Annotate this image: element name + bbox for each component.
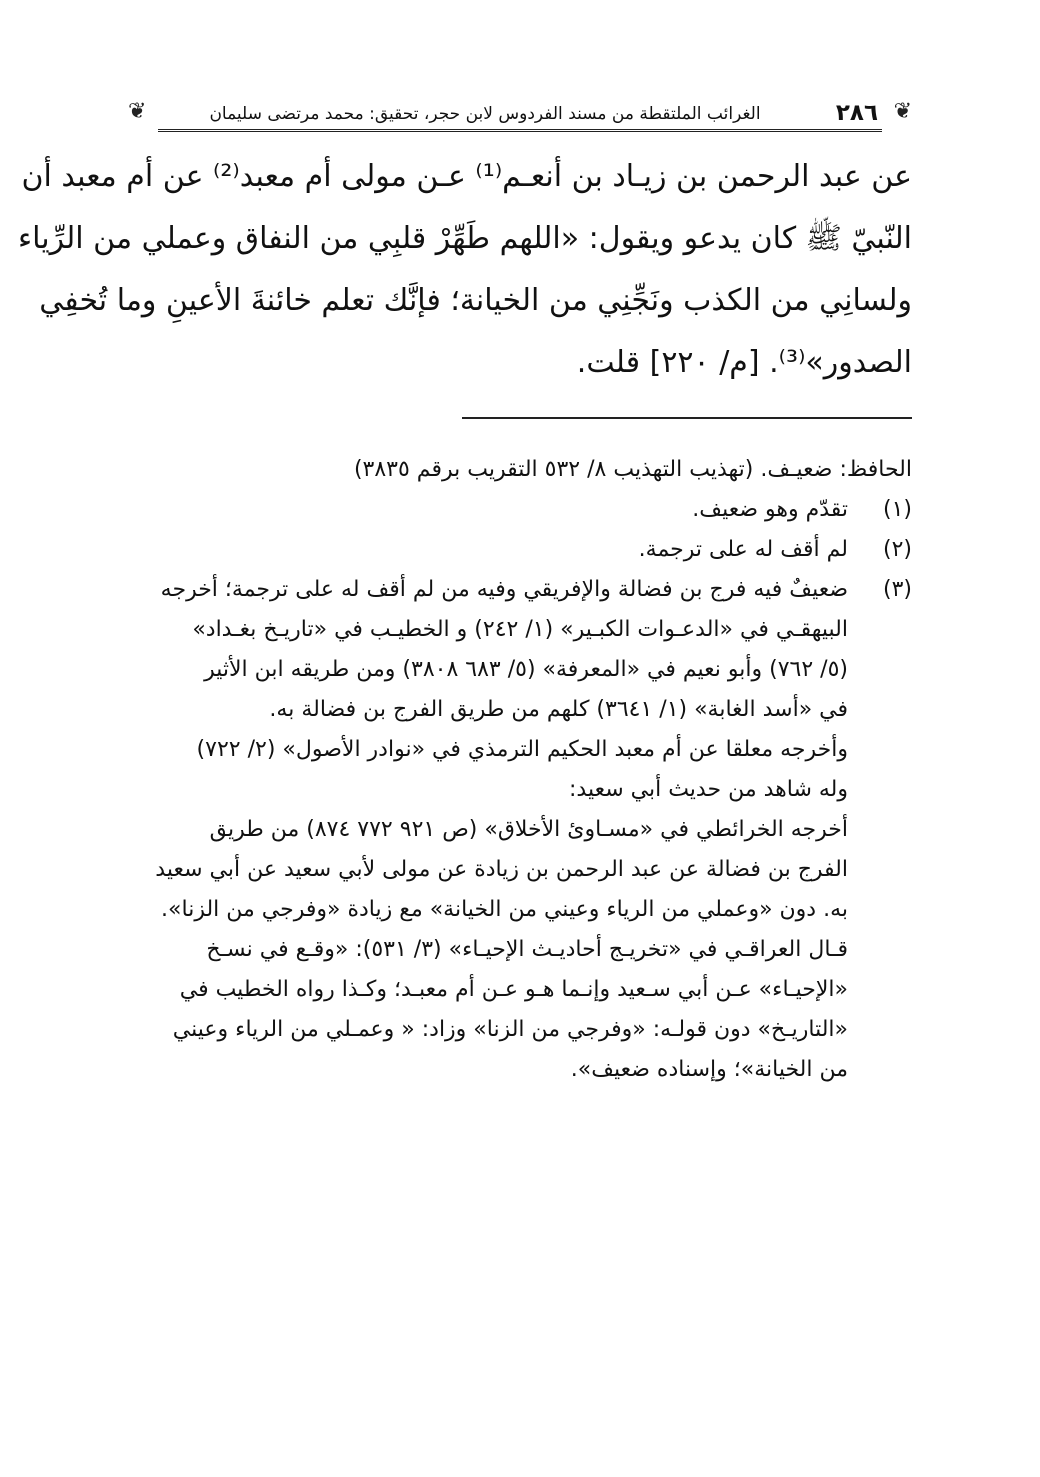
footnote-prefix: الحافظ: ضعيـف. (تهذيب التهذيب ٨/ ٥٣٢ التقريب برقم ٣٨٣٥): [353, 457, 912, 482]
footnote-number: (٣): [882, 577, 912, 602]
footnote-continuation: قـال العراقـي في «تخريـج أحاديـث الإحيـاء» (٣/ ٥٣١): «وقـع في نسـخ: [206, 937, 848, 962]
footnote-continuation: «الإحيـاء» عـن أبي سـعيد وإنـما هـو عـن أم معبـد؛ وكـذا رواه الخطيب في: [179, 977, 848, 1002]
footnote-separator: [462, 417, 912, 419]
footnote-1: [128, 490, 912, 530]
footnote-continuation: أخرجه الخرائطي في «مسـاوئ الأخلاق» (ص ٩٢١ ٧٧٢ ٨٧٤) من طريق: [209, 817, 848, 842]
footnote-continuation: من الخيانة»؛ وإسناده ضعيف».: [570, 1057, 848, 1082]
ornament-left-icon: ❦: [128, 99, 147, 124]
main-line: الصدور»⁽³⁾. [م/ ٢٢٠] قلت.: [576, 345, 912, 380]
page-header: [128, 98, 912, 136]
footnote-continuation: به. دون «وعملي من الرياء وعيني من الخيانة» مع زيادة «وفرجي من الزنا».: [161, 897, 848, 922]
footnote-text: في «أسد الغابة» (١/ ٣٦٤١) كلهم من طريق الفرج بن فضالة به.: [269, 697, 848, 722]
footnote-number: (٢): [882, 537, 912, 562]
footnote-number: (١): [882, 497, 912, 522]
footnote-text: (٥/ ٧٦٢) وأبو نعيم في «المعرفة» (٥/ ٦٨٣ ٣٨٠٨) ومن طريقه ابن الأثير: [204, 657, 848, 682]
page-number: ٢٨٦: [835, 100, 878, 126]
footnote-3: [128, 570, 912, 610]
running-title: الغرائب الملتقطة من مسند الفردوس لابن حجر، تحقيق: محمد مرتضى سليمان: [209, 104, 761, 124]
footnote-continuation: الفرج بن فضالة عن عبد الرحمن بن زيادة عن مولى لأبي سعيد عن أبي سعيد: [155, 857, 848, 882]
footnote-continuation: وأخرجه معلقا عن أم معبد الحكيم الترمذي في «نوادر الأصول» (٢/ ٧٢٢): [196, 737, 848, 762]
main-line: النّبيّ ﷺ كان يدعو ويقول: «اللهم طَهِّرْ قلبِي من النفاق وعملي من الرِّياء: [18, 221, 912, 256]
footnote-continuation: «التاريـخ» دون قولـه: «وفرجي من الزنا» وزاد: « وعمـلي من الرياء وعيني: [172, 1017, 848, 1042]
footnote-text: ضعيفٌ فيه فرج بن فضالة والإفريقي وفيه من لم أقف له على ترجمة؛ أخرجه: [160, 577, 848, 602]
footnote-text: البيهقـي في «الدعـوات الكبـير» (١/ ٢٤٢) و الخطيـب في «تاريـخ بغـداد»: [192, 617, 848, 642]
footnote-2: [128, 530, 912, 570]
main-line: عن عبد الرحمن بن زيـاد بن أنعـم⁽¹⁾ عـن مولى أم معبد⁽²⁾ عن أم معبد أن: [21, 159, 912, 194]
footnote-continuation: وله شاهد من حديث أبي سعيد:: [569, 777, 848, 802]
footnote-text: تقدّم وهو ضعيف.: [692, 497, 848, 522]
main-text: [18, 146, 912, 394]
main-line: ولسانِي من الكذب ونَجِّنِي من الخيانة؛ فإنَّك تعلم خائنةَ الأعينِ وما تُخفِي: [39, 283, 912, 318]
header-rule: [158, 129, 882, 132]
footnote-text: لم أقف له على ترجمة.: [638, 537, 848, 562]
ornament-right-icon: ❦: [893, 99, 912, 124]
footnotes: [128, 450, 912, 1090]
